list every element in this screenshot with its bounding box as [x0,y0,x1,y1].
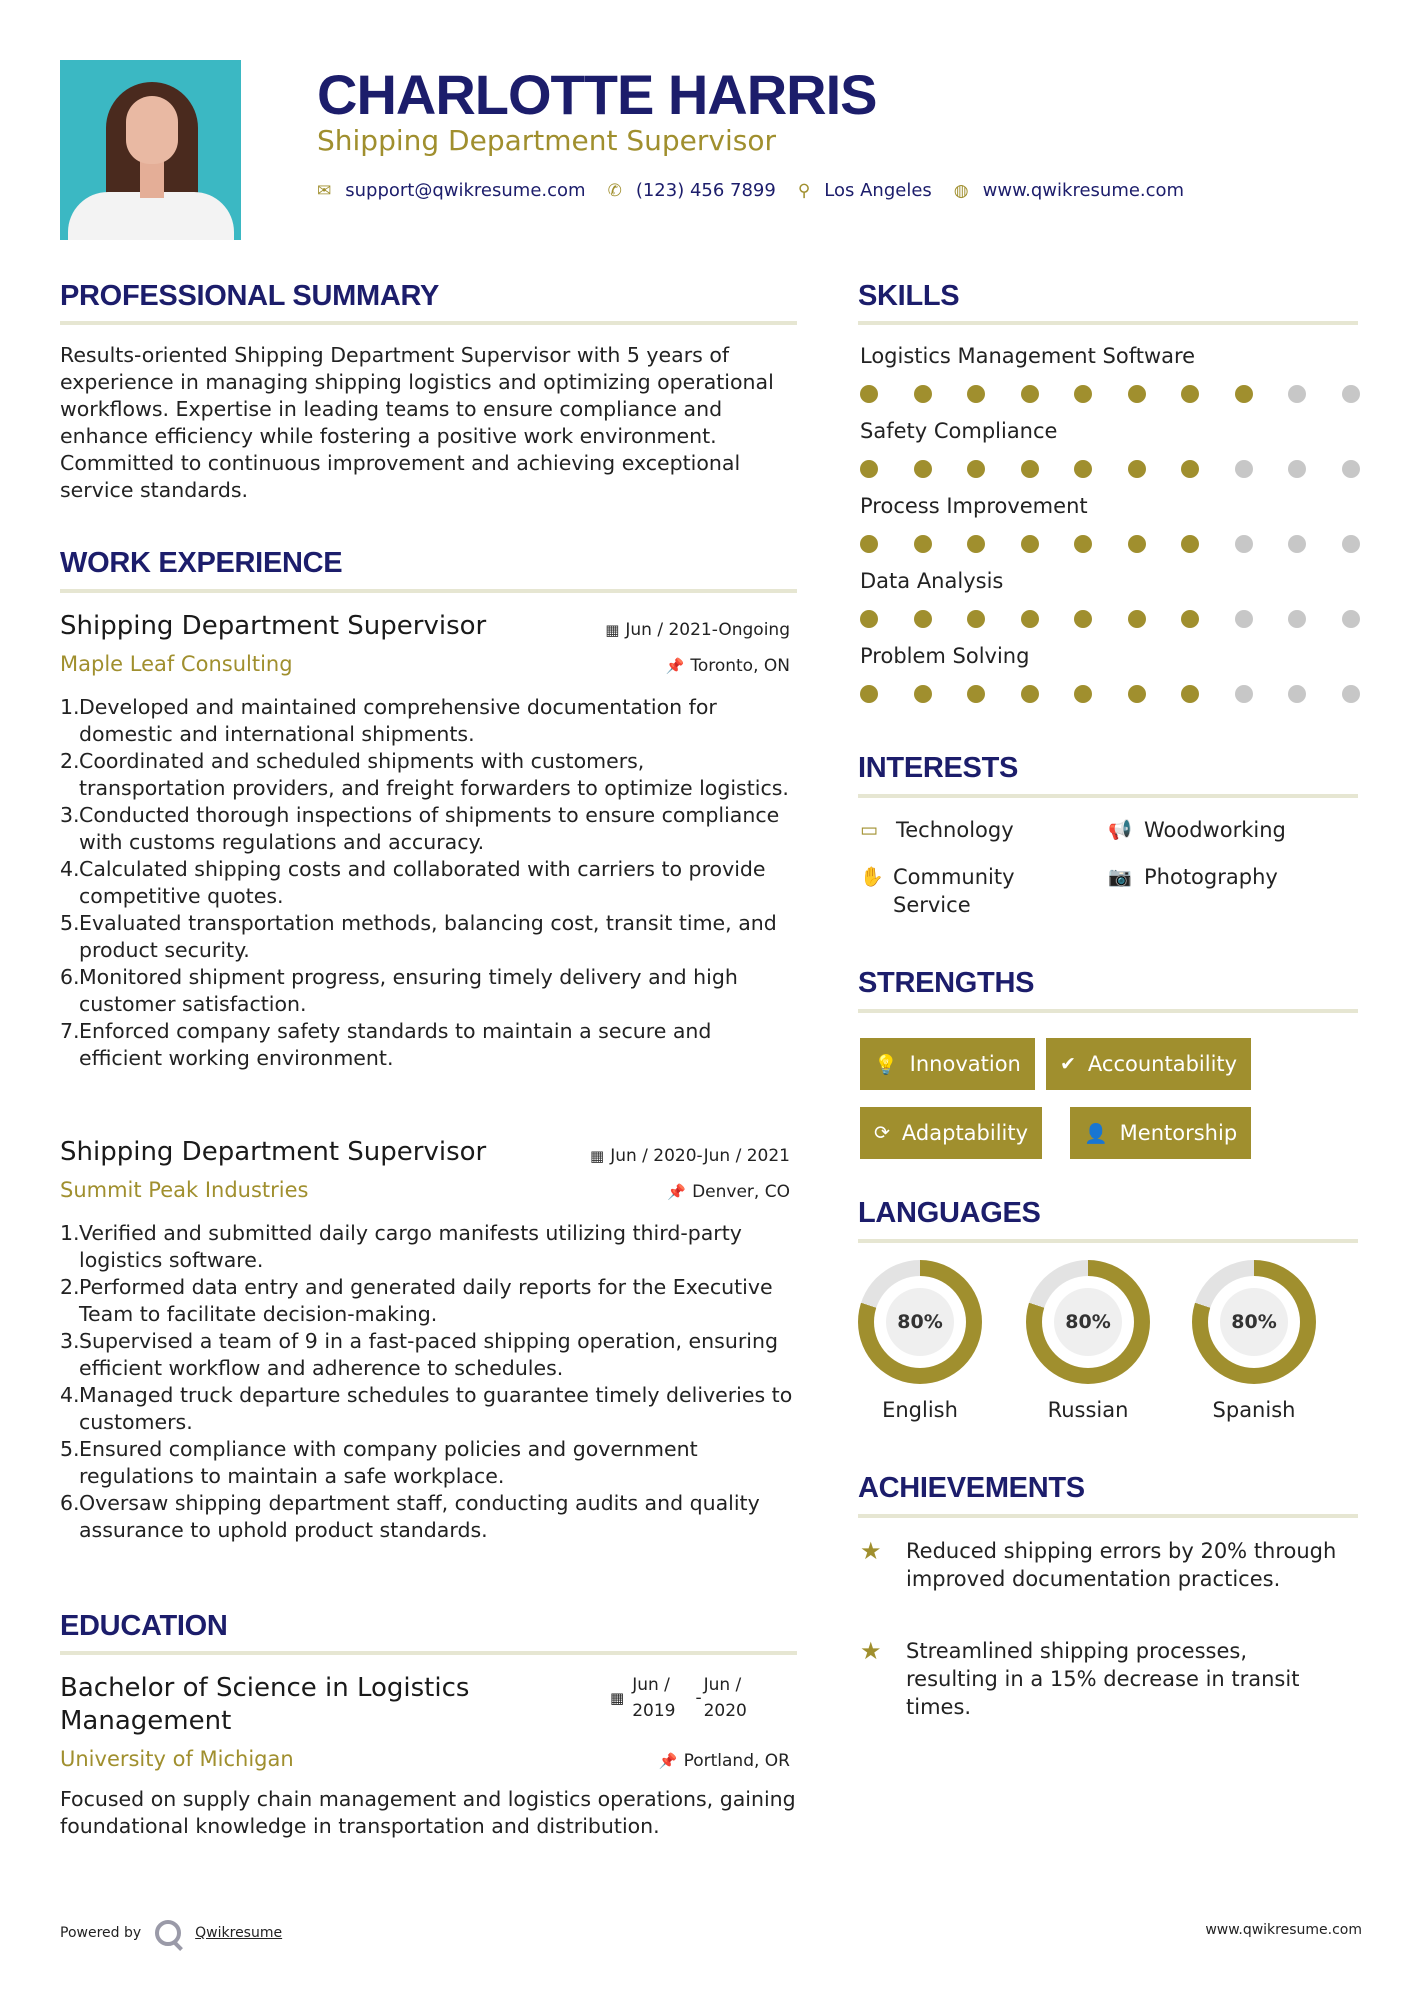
degree-title [60,1672,469,1738]
list-item: 3. Conducted thorough inspections of shipments to ensure compliance with customs regulations and accuracy. [60,803,780,854]
section-divider [60,589,797,593]
calendar-icon: ▦ [610,1689,625,1707]
footer-website-link[interactable]: www.qwikresume.com [1205,1922,1362,1938]
contact-website[interactable]: www.qwikresume.com [982,180,1185,201]
language-item [858,1260,982,1422]
skill-dot [1181,610,1199,628]
photo-neck [140,158,164,198]
skill-rating [860,460,1395,478]
skill-dot [1128,385,1146,403]
interest-item [1108,816,1286,844]
strength-label: Adaptability [901,1121,1029,1145]
skill-rating [860,535,1395,553]
skill-dot [1235,610,1253,628]
section-divider [858,1514,1358,1518]
skill-dot [1021,535,1039,553]
skill-dot [967,460,985,478]
section-divider [858,1239,1358,1243]
interest-label: Woodworking [1144,818,1286,842]
skill-rating [860,685,1395,703]
skill-dot [860,685,878,703]
section-heading-experience: WORK EXPERIENCE [60,547,343,579]
interest-item [860,816,1014,844]
strength-badge [860,1038,1035,1090]
job-dates-text: Jun / 2020-Jun / 2021 [610,1146,790,1166]
strength-badge [1046,1038,1251,1090]
skill-dot [1288,460,1306,478]
job-title: Shipping Department Supervisor [60,1137,487,1167]
section-heading-languages: LANGUAGES [858,1197,1041,1229]
skill-rating [860,610,1395,628]
interest-label: Photography [1144,865,1278,889]
pushpin-icon: 📌 [658,1752,678,1770]
language-name: Russian [1047,1398,1129,1422]
skill-dot [1342,535,1360,553]
list-item: 5. Ensured compliance with company policies and government regulations to maintain a safe workplace. [60,1437,698,1488]
candidate-title: Shipping Department Supervisor [317,124,776,157]
list-item: 3. Supervised a team of 9 in a fast-paced shipping operation, ensuring efficient workflow and adherence to schedules. [60,1329,778,1380]
interest-label: Community Service [893,865,1015,917]
achievement-item [860,1637,1340,1721]
skill-dot [967,685,985,703]
job-dates [590,1146,790,1166]
job-location-text: Toronto, ON [690,656,790,676]
skill-dot [860,385,878,403]
skill-dot [1342,610,1360,628]
degree-line-2: Management [60,1706,232,1736]
date-separator: - [695,1688,702,1708]
skill-dot [1235,535,1253,553]
contact-phone[interactable]: (123) 456 7899 [635,180,776,201]
achievement-text: Reduced shipping errors by 20% through improved documentation practices. [906,1539,1337,1591]
powered-by-label: Powered by [60,1925,142,1941]
pushpin-icon: 📌 [665,657,685,675]
skill-dot [860,460,878,478]
language-percent: 80% [1220,1288,1288,1356]
skill-name: Safety Compliance [860,419,1058,443]
skill-dot [1235,685,1253,703]
skill-dot [1288,535,1306,553]
contact-email[interactable]: support@qwikresume.com [345,180,586,201]
skill-name: Problem Solving [860,644,1030,668]
skill-dot [860,610,878,628]
achievement-item [860,1537,1340,1593]
skill-dot [914,610,932,628]
skill-dot [1074,535,1092,553]
skill-dot [1342,460,1360,478]
skill-dot [1288,610,1306,628]
star-icon: ★ [860,1637,882,1665]
strength-label: Mentorship [1119,1121,1238,1145]
list-item: 1. Developed and maintained comprehensive documentation for domestic and international shipments. [60,695,717,746]
language-item [1192,1260,1316,1422]
skill-dot [1021,685,1039,703]
footer-powered-by [60,1920,282,1946]
skill-dot [1128,610,1146,628]
lightbulb-icon: 💡 [874,1053,898,1076]
section-divider [858,1009,1358,1013]
skill-dot [860,535,878,553]
list-item: 2. Coordinated and scheduled shipments with customers, transportation providers, and freight forwarders to optimize logistics. [60,749,789,800]
skill-dot [1288,385,1306,403]
laptop-icon: ▭ [860,819,878,841]
education-description: Focused on supply chain management and logistics operations, gaining foundational knowledge in transportation and distribution. [60,1787,796,1838]
location-pin-icon: ⚲ [797,180,811,201]
achievement-text: Streamlined shipping processes, resulting in a 15% decrease in transit times. [906,1639,1300,1719]
job-dates-text: Jun / 2021-Ongoing [625,620,790,640]
section-heading-summary: PROFESSIONAL SUMMARY [60,280,440,312]
skill-dot [914,535,932,553]
pushpin-icon: 📌 [667,1183,687,1201]
list-item: 4. Calculated shipping costs and collaborated with carriers to provide competitive quotes. [60,857,766,908]
job-location [667,1182,790,1202]
job-location-text: Denver, CO [692,1182,790,1202]
skill-dot [914,385,932,403]
language-percent: 80% [1054,1288,1122,1356]
photo-face [126,96,178,164]
section-heading-skills: SKILLS [858,280,960,312]
user-plus-icon: 👤 [1084,1122,1108,1145]
job-location [666,656,790,676]
phone-icon: ✆ [607,180,622,201]
skill-name: Data Analysis [860,569,1004,593]
skill-dot [1128,460,1146,478]
job-bullets [60,694,795,1072]
language-percent: 80% [886,1288,954,1356]
section-heading-interests: INTERESTS [858,752,1019,784]
list-item: 5. Evaluated transportation methods, balancing cost, transit time, and product security. [60,911,777,962]
candidate-name: CHARLOTTE HARRIS [317,63,877,126]
brand-link[interactable]: Qwikresume [195,1925,283,1941]
strength-label: Innovation [909,1052,1021,1076]
skill-dot [1021,610,1039,628]
skill-dot [1342,685,1360,703]
language-name: English [882,1398,958,1422]
job-title: Shipping Department Supervisor [60,611,487,641]
skill-dot [1021,460,1039,478]
summary-text: Results-oriented Shipping Department Supervisor with 5 years of experience in managing shipping logistics and optimizing operational workflows. Expertise in leading teams to ensure compliance and enhance efficiency while fostering a positive work environment. Committed to continuous improvement and achieving exceptional service standards. [60,343,774,502]
refresh-icon: ⟳ [874,1122,890,1144]
qwikresume-logo-icon [155,1920,181,1946]
skill-dot [1235,385,1253,403]
strength-label: Accountability [1087,1052,1238,1076]
education-end: Jun / 2020 [703,1675,747,1721]
check-circle-icon: ✔ [1060,1053,1076,1075]
contact-bar [317,180,1206,201]
skill-dot [1128,535,1146,553]
section-heading-education: EDUCATION [60,1610,228,1642]
education-location [659,1751,790,1771]
profile-photo [60,60,241,240]
skill-dot [1288,685,1306,703]
language-progress-ring [1192,1260,1316,1384]
education-school: University of Michigan [60,1747,294,1771]
skill-dot [967,610,985,628]
skill-dot [1021,385,1039,403]
list-item: 6. Monitored shipment progress, ensuring timely delivery and high customer satisfaction. [60,965,738,1016]
language-progress-ring [858,1260,982,1384]
section-divider [60,1651,797,1655]
skill-dot [967,535,985,553]
skill-dot [1342,385,1360,403]
job-bullets [60,1220,795,1544]
section-divider [858,794,1358,798]
section-divider [60,321,797,325]
skill-dot [914,685,932,703]
skill-dot [1181,385,1199,403]
skill-name: Process Improvement [860,494,1088,518]
section-heading-strengths: STRENGTHS [858,967,1035,999]
job-company: Maple Leaf Consulting [60,652,293,676]
calendar-icon: ▦ [605,621,620,639]
degree-line-1: Bachelor of Science in Logistics [60,1673,470,1703]
calendar-icon: ▦ [590,1147,605,1165]
list-item: 1. Verified and submitted daily cargo manifests utilizing third-party logistics software. [60,1221,742,1272]
section-heading-achievements: ACHIEVEMENTS [858,1472,1085,1504]
skill-dot [1235,460,1253,478]
skill-name: Logistics Management Software [860,344,1196,368]
education-dates [610,1672,747,1724]
strength-badge [860,1107,1042,1159]
education-start: Jun / 2019 [632,1675,676,1721]
language-item [1026,1260,1150,1422]
interest-label: Technology [896,818,1014,842]
skill-dot [1074,610,1092,628]
skill-dot [914,460,932,478]
skill-dot [1074,385,1092,403]
star-icon: ★ [860,1537,882,1565]
camera-icon: 📷 [1108,866,1132,888]
language-progress-ring [1026,1260,1150,1384]
envelope-icon: ✉ [317,180,332,201]
list-item: 6. Oversaw shipping department staff, conducting audits and quality assurance to uphold product standards. [60,1491,760,1542]
interest-item [1108,863,1278,891]
strength-badge [1070,1107,1251,1159]
skill-dot [1128,685,1146,703]
list-item: 2. Performed data entry and generated daily reports for the Executive Team to facilitate decision-making. [60,1275,773,1326]
skill-dot [1181,685,1199,703]
hand-icon: ✋ [860,866,884,888]
list-item: 4. Managed truck departure schedules to guarantee timely deliveries to customers. [60,1383,793,1434]
skill-dot [1181,460,1199,478]
skill-dot [1074,460,1092,478]
globe-icon: ◍ [953,180,969,201]
contact-location: Los Angeles [824,180,932,201]
megaphone-icon: 📢 [1108,819,1132,841]
job-dates [605,620,790,640]
interest-item [860,863,1050,919]
education-location-text: Portland, OR [683,1751,790,1771]
skill-rating [860,385,1395,403]
skill-dot [1181,535,1199,553]
photo-shirt [68,192,234,240]
list-item: 7. Enforced company safety standards to maintain a secure and efficient working environment. [60,1019,712,1070]
skill-dot [1074,685,1092,703]
section-divider [858,321,1358,325]
skill-dot [967,385,985,403]
job-company: Summit Peak Industries [60,1178,309,1202]
language-name: Spanish [1212,1398,1296,1422]
